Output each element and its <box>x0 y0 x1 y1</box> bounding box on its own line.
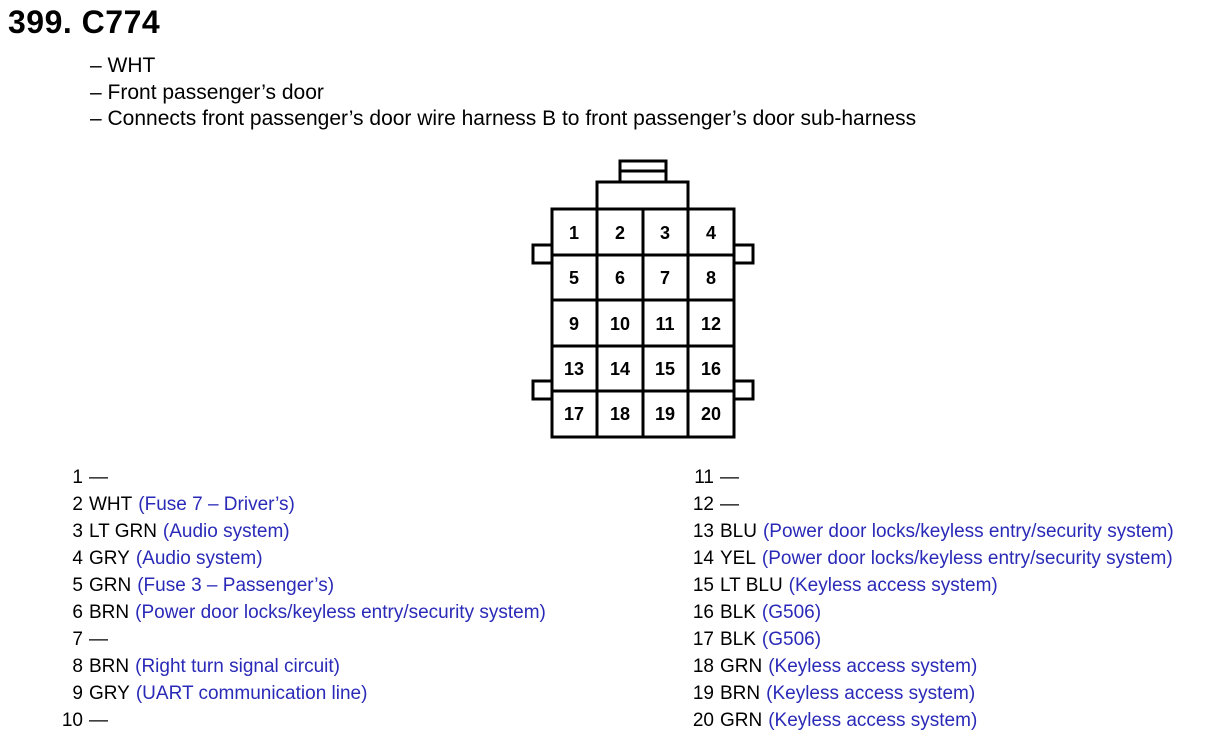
wire-color: LT BLU <box>720 575 783 596</box>
circuit-name: (Keyless access system) <box>768 710 978 731</box>
wire-color: — <box>89 467 108 488</box>
pin-row-9 <box>60 680 546 707</box>
pin-cell-11: 11 <box>655 314 675 334</box>
pin-row-14 <box>690 545 1174 572</box>
connector-lug-left-top <box>533 245 552 263</box>
pin-number: 16 <box>692 602 714 623</box>
circuit-name: (Keyless access system) <box>766 683 976 704</box>
pin-cell-8: 8 <box>705 268 717 288</box>
circuit-name: (Power door locks/keyless entry/security system) <box>135 602 546 623</box>
circuit-name: (Audio system) <box>135 548 263 569</box>
wire-color: GRY <box>89 548 130 569</box>
wire-color: — <box>720 467 739 488</box>
pin-row-7 <box>60 626 546 653</box>
pin-cell-6: 6 <box>614 268 626 288</box>
wire-color: LT GRN <box>89 521 157 542</box>
pin-row-5 <box>60 572 546 599</box>
pin-cell-10: 10 <box>609 314 631 334</box>
pin-number: 6 <box>72 602 83 623</box>
wire-color: GRN <box>720 710 763 731</box>
pin-row-4 <box>60 545 546 572</box>
pin-number: 5 <box>72 575 83 596</box>
pin-number: 11 <box>694 467 714 488</box>
pin-row-2 <box>60 491 546 518</box>
pin-number: 7 <box>72 629 83 650</box>
pin-cell-18: 18 <box>609 404 631 424</box>
pin-cell-19: 19 <box>654 404 676 424</box>
pin-number: 13 <box>692 521 714 542</box>
pin-cell-2: 2 <box>614 223 626 243</box>
pin-cell-15: 15 <box>654 359 676 379</box>
pin-number: 12 <box>692 494 714 515</box>
pin-number: 10 <box>61 710 83 731</box>
pin-row-11 <box>690 464 1174 491</box>
pin-number: 8 <box>72 656 83 677</box>
pin-row-10 <box>60 707 546 734</box>
pin-cell-3: 3 <box>659 223 671 243</box>
detail-connection: – Connects front passenger’s door wire harness B to front passenger’s door sub-harness <box>90 107 917 130</box>
connector-lug-left-bottom <box>533 381 552 399</box>
connector-lug-right-top <box>734 245 753 263</box>
pin-list-right <box>690 464 1174 734</box>
wire-color: YEL <box>720 548 756 569</box>
circuit-name: (Audio system) <box>162 521 290 542</box>
pin-cell-4: 4 <box>705 223 717 243</box>
circuit-name: (Fuse 7 – Driver’s) <box>138 494 295 515</box>
connector-heading: 399. C774 <box>8 4 161 40</box>
pin-row-13 <box>690 518 1174 545</box>
circuit-name: (Right turn signal circuit) <box>135 656 340 677</box>
pin-row-1 <box>60 464 546 491</box>
pin-number: 4 <box>72 548 83 569</box>
pin-row-3 <box>60 518 546 545</box>
circuit-name: (UART communication line) <box>135 683 368 704</box>
pin-row-6 <box>60 599 546 626</box>
wire-color: GRN <box>89 575 132 596</box>
circuit-name: (G506) <box>761 629 822 650</box>
circuit-name: (Keyless access system) <box>788 575 998 596</box>
pin-number: 9 <box>72 683 83 704</box>
wire-color: GRY <box>89 683 130 704</box>
pin-row-12 <box>690 491 1174 518</box>
detail-color: – WHT <box>90 54 156 77</box>
wire-color: BRN <box>89 656 130 677</box>
pin-cell-17: 17 <box>563 404 585 424</box>
pin-cell-12: 12 <box>700 314 722 334</box>
wire-color: WHT <box>89 494 133 515</box>
connector-lug-right-bottom <box>734 381 753 399</box>
pin-row-18 <box>690 653 1174 680</box>
wire-color: BRN <box>89 602 130 623</box>
wire-color: GRN <box>720 656 763 677</box>
pin-number: 2 <box>72 494 83 515</box>
pin-number: 20 <box>692 710 714 731</box>
wire-color: BLK <box>720 602 756 623</box>
pin-cell-20: 20 <box>700 404 722 424</box>
wire-color: BLU <box>720 521 757 542</box>
circuit-name: (Keyless access system) <box>768 656 978 677</box>
pin-cell-16: 16 <box>700 359 722 379</box>
pin-number: 17 <box>692 629 714 650</box>
wire-color: BLK <box>720 629 756 650</box>
pin-list-left <box>60 464 546 734</box>
pin-number: 19 <box>692 683 714 704</box>
wire-color: — <box>89 629 108 650</box>
pin-row-8 <box>60 653 546 680</box>
pin-cell-5: 5 <box>568 268 580 288</box>
pin-cell-9: 9 <box>568 314 580 334</box>
pin-row-20 <box>690 707 1174 734</box>
pin-cell-1: 1 <box>568 223 580 243</box>
pin-row-17 <box>690 626 1174 653</box>
circuit-name: (Power door locks/keyless entry/security system) <box>762 521 1174 542</box>
pin-cell-7: 7 <box>659 268 671 288</box>
detail-location: – Front passenger’s door <box>90 80 324 104</box>
pin-row-16 <box>690 599 1174 626</box>
wire-color: — <box>89 710 108 731</box>
circuit-name: (Fuse 3 – Passenger’s) <box>137 575 335 596</box>
pin-number: 15 <box>692 575 714 596</box>
pin-number: 1 <box>72 467 83 488</box>
wire-color: BRN <box>720 683 761 704</box>
pin-number: 3 <box>72 521 83 542</box>
pin-row-19 <box>690 680 1174 707</box>
circuit-name: (G506) <box>761 602 822 623</box>
pin-cell-13: 13 <box>563 359 585 379</box>
pin-number: 14 <box>692 548 714 569</box>
pin-number: 18 <box>692 656 714 677</box>
circuit-name: (Power door locks/keyless entry/security system) <box>761 548 1173 569</box>
pin-row-15 <box>690 572 1174 599</box>
pin-cell-14: 14 <box>609 359 631 379</box>
connector-hood <box>597 182 688 209</box>
wire-color: — <box>720 494 739 515</box>
